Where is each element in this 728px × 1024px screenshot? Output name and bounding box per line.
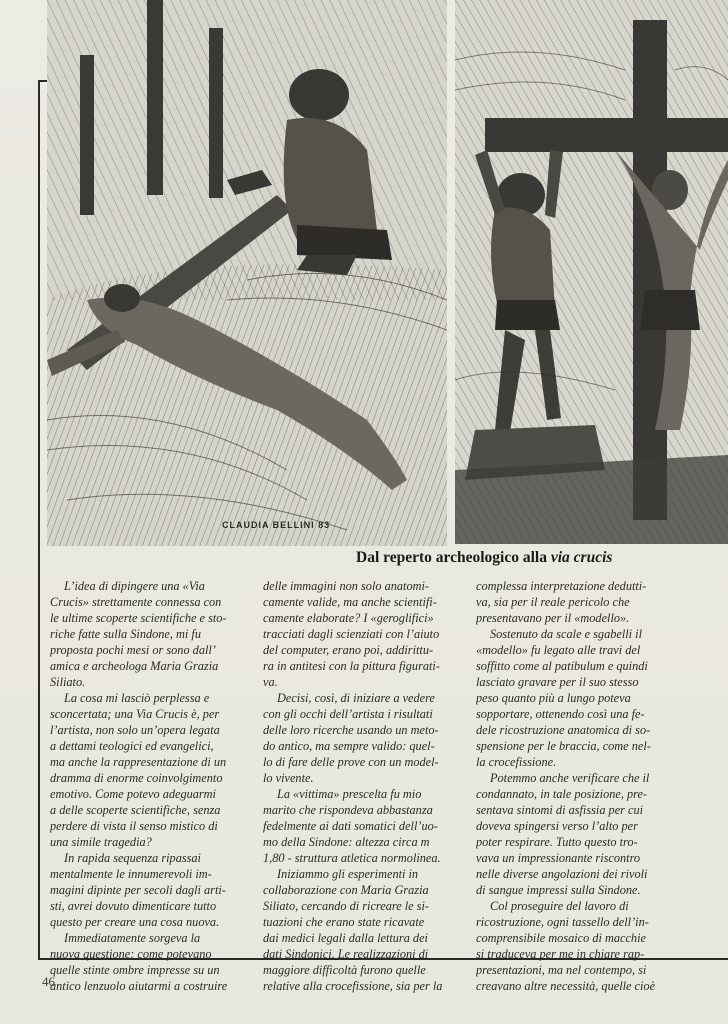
text-line: marito che rispondeva abbastanza <box>263 803 433 817</box>
text-line: dai medici legali dalla lettura dei <box>263 931 428 945</box>
text-line: Sostenuto da scale e sgabelli il <box>490 627 642 641</box>
text-line: peso quanto più a lungo poteva <box>476 691 631 705</box>
text-line: ma anche la rappresentazione di un <box>50 755 227 769</box>
text-line: sentava sintomi di asfissia per cui <box>476 803 644 817</box>
text-line: In rapida sequenza ripassai <box>64 851 201 865</box>
headline-emphasis: via crucis <box>550 549 613 566</box>
text-line: vava un impressionante riscontro <box>476 851 641 865</box>
text-column-1 <box>50 578 258 994</box>
text-line: dramma di enorme coinvolgimento <box>50 771 223 785</box>
text-line: l’artista, non solo un’opera legata <box>50 723 220 737</box>
text-line: Crucis» strettamente connessa con <box>50 595 222 609</box>
illustration-right-crucifixion <box>455 0 728 544</box>
text-line: di sangue impressi sulla Sindone. <box>476 883 641 897</box>
text-line: si traduceva per me in chiare rap- <box>476 947 645 961</box>
text-line: le ultime scoperte scientifiche e sto- <box>50 611 227 625</box>
text-line: delle loro ricerche usando un meto- <box>263 723 439 737</box>
text-line: antico lenzuolo aiutarmi a costruire <box>50 979 228 993</box>
text-line: quelle stinte ombre impresse su un <box>50 963 220 977</box>
text-line: do antico, ma sempre valido: quel- <box>263 739 435 753</box>
text-line: camente valide, ma anche scientifi- <box>263 595 437 609</box>
text-line: ricostruzione, ogni tassello dell’in- <box>476 915 649 929</box>
text-line: condannato, in tale posizione, pre- <box>476 787 647 801</box>
text-line: L’idea di dipingere una «Via <box>64 579 205 593</box>
text-line: Potemmo anche verificare che il <box>490 771 650 785</box>
text-line: ra in antitesi con la pittura figurati- <box>263 659 440 673</box>
text-line: Col proseguire del lavoro di <box>490 899 629 913</box>
text-line: «modello» fu legato alle travi del <box>476 643 641 657</box>
text-line: a delle scoperte scientifiche, senza <box>50 803 221 817</box>
text-line: 1,80 - struttura atletica normolinea. <box>263 851 441 865</box>
text-line: fedelmente ai dati somatici dell’uo- <box>263 819 438 833</box>
text-line: collaborazione con Maria Grazia <box>263 883 429 897</box>
text-line: dele ricostruzione anatomica di so- <box>476 723 651 737</box>
text-line: Siliato. <box>50 675 86 689</box>
text-line: nuova questione: come potevano <box>50 947 212 961</box>
text-line: del computer, erano poi, addirittu- <box>263 643 434 657</box>
illustration-right-drawing <box>455 0 728 544</box>
text-line: La cosa mi lasciò perplessa e <box>64 691 210 705</box>
article-headline <box>356 549 726 567</box>
illustration-left-nailing <box>47 0 447 546</box>
text-line: la crocefissione. <box>476 755 557 769</box>
text-line: tuazioni che erano state ricavate <box>263 915 425 929</box>
text-line: comprensibile mosaico di macchie <box>476 931 646 945</box>
text-line: doveva spingersi verso l’alto per <box>476 819 638 833</box>
text-line: emotivo. Come potevo adeguarmi <box>50 787 216 801</box>
text-line: complessa interpretazione dedutti- <box>476 579 647 593</box>
text-line: sti, avrei dovuto dimenticare tutto <box>50 899 217 913</box>
text-line: amica e archeologa Maria Grazia <box>50 659 219 673</box>
text-column-3 <box>476 578 684 994</box>
text-line: riche fatte sulla Sindone, mi fu <box>50 627 201 641</box>
text-line: sopportare, ottenendo così una fe- <box>476 707 645 721</box>
text-line: dati Sindonici. Le realizzazioni di <box>263 947 429 961</box>
text-line: tracciati dagli scienziati con l’aiuto <box>263 627 440 641</box>
text-line: Immediatamente sorgeva la <box>64 931 201 945</box>
text-line: lo di fare delle prove con un model- <box>263 755 439 769</box>
text-line: presentavano per il «modello». <box>476 611 630 625</box>
text-line: delle immagini non solo anatomi- <box>263 579 429 593</box>
text-line: La «vittima» prescelta fu mio <box>277 787 422 801</box>
text-line: proposta pochi mesi or sono dall’ <box>50 643 216 657</box>
text-line: mentalmente le innumerevoli im- <box>50 867 212 881</box>
text-line: Decisi, così, di iniziare a vedere <box>277 691 435 705</box>
text-line: soffitto come al patibulum e quindi <box>476 659 648 673</box>
page-number: 46 <box>42 974 55 989</box>
text-line: camente elaborate? I «geroglifici» <box>263 611 434 625</box>
text-line: questo per creare una cosa nuova. <box>50 915 220 929</box>
text-line: presentazioni, ma nel contempo, si <box>476 963 647 977</box>
illustration-left-drawing <box>47 0 447 546</box>
text-line: relative alla crocefissione, sia per la <box>263 979 443 993</box>
text-line: va. <box>263 675 278 689</box>
text-line: maggiore difficoltà furono quelle <box>263 963 426 977</box>
text-line: va, sia per il reale pericolo che <box>476 595 630 609</box>
text-line: sconcertata; una Via Crucis è, per <box>50 707 220 721</box>
text-line: mo della Sindone: altezza circa m <box>263 835 430 849</box>
text-line: una simile tragedia? <box>50 835 152 849</box>
text-line: perdere di vista il senso mistico di <box>50 819 218 833</box>
frame-line-left <box>38 80 40 960</box>
text-line: magini dipinte per secoli dagli arti- <box>50 883 226 897</box>
text-line: Siliato, cercando di ricreare le si- <box>263 899 429 913</box>
text-line: lo vivente. <box>263 771 314 785</box>
text-line: con gli occhi dell’artista i risultati <box>263 707 433 721</box>
text-column-2 <box>263 578 471 994</box>
headline-prefix: Dal reperto archeologico alla <box>356 549 551 566</box>
text-line: spensione per le braccia, come nel- <box>476 739 651 753</box>
text-line: poter respirare. Tutto questo tro- <box>476 835 638 849</box>
artist-signature: CLAUDIA BELLINI 83 <box>222 520 331 530</box>
text-line: Iniziammo gli esperimenti in <box>277 867 419 881</box>
text-line: creavano altre necessità, quelle cioè <box>476 979 656 993</box>
text-line: a dettami teologici ed evangelici, <box>50 739 214 753</box>
text-line: nelle diverse angolazioni dei rivoli <box>476 867 648 881</box>
text-line: lasciato gravare per il suo stesso <box>476 675 639 689</box>
